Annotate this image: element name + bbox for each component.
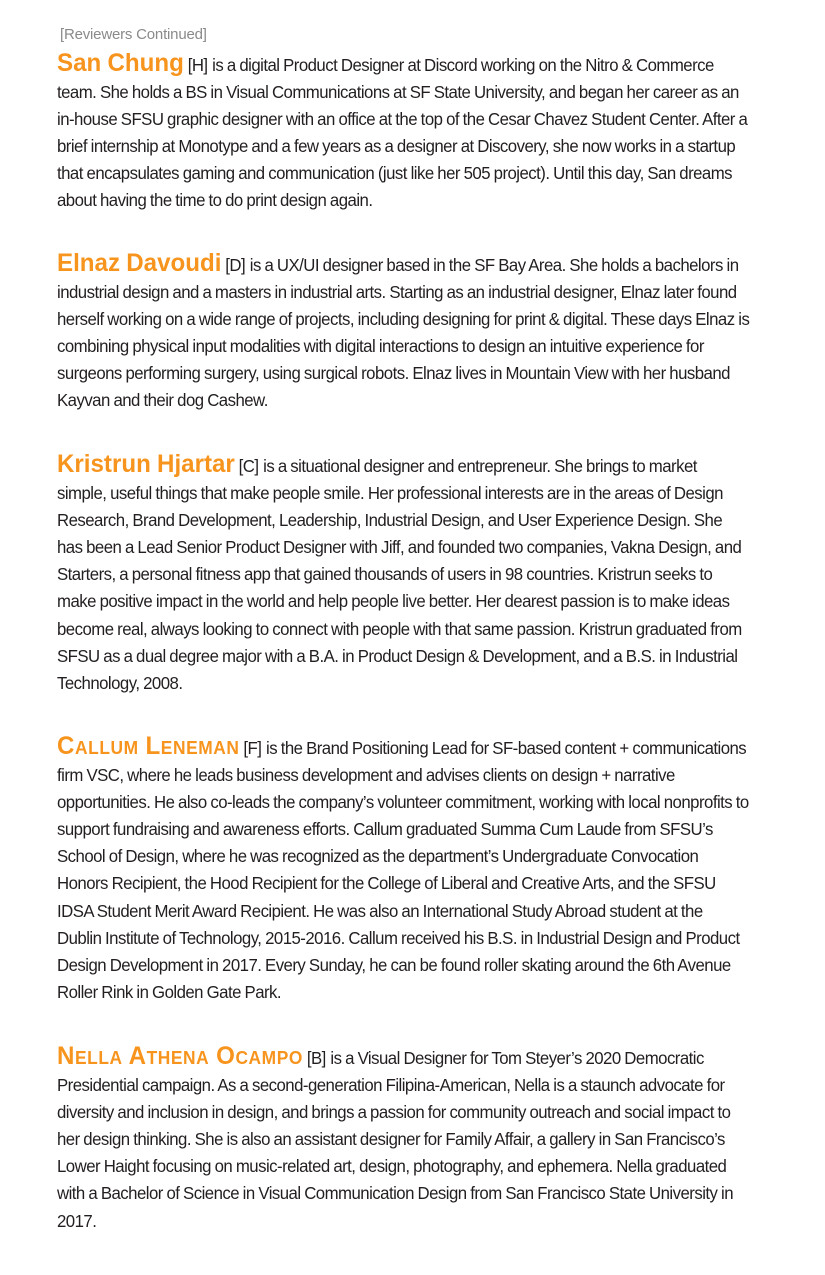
reviewer-name: Callum Leneman	[57, 732, 240, 760]
reviewer-bio	[57, 450, 750, 697]
reviewer-code: [B]	[306, 1048, 326, 1068]
reviewer-name: Elnaz Davoudi	[57, 249, 222, 277]
reviewer-description: is a UX/UI designer based in the SF Bay Area. She holds a bachelors in industrial design and a masters in industrial arts. Starting as an industrial designer, Elnaz later found herself working on a wide range of projects, including designing for print & digital. These days Elnaz is combining physical input modalities with digital interactions to design an intuitive experience for surgeons performing surgery, using surgical robots. Elnaz lives in Mountain View with her husband Kayvan and their dog Cashew.	[57, 255, 750, 411]
reviewer-code: [F]	[243, 738, 262, 758]
reviewer-description: is the Brand Positioning Lead for SF-based content + communications firm VSC, where he leads business development and advises clients on design + narrative opportunities. He also co-leads the company’s volunteer commitment, working with local nonprofits to support fundraising and awareness efforts. Callum graduated Summa Cum Laude from SFSU’s School of Design, where he was recognized as the department’s Undergraduate Convocation Honors Recipient, the Hood Recipient for the College of Liberal and Creative Arts, and the SFSU IDSA Student Merit Award Recipient. He was also an International Study Abroad student at the Dublin Institute of Technology, 2015-2016. Callum received his B.S. in Industrial Design and Product Design Development in 2017. Every Sunday, he can be found roller skating around the 6th Avenue Roller Rink in Golden Gate Park.	[57, 738, 749, 1002]
reviewer-code: [D]	[225, 255, 246, 275]
reviewer-code: [C]	[238, 456, 259, 476]
reviewer-code: [H]	[187, 55, 208, 75]
reviewer-description: is a Visual Designer for Tom Steyer’s 2020 Democratic Presidential campaign. As a second-generation Filipina-American, Nella is a staunch advocate for diversity and inclusion in design, and brings a passion for community outreach and social impact to her design thinking. She is also an assistant designer for Family Affair, a gallery in San Francisco’s Lower Haight focusing on music-related art, design, photography, and ephemera. Nella graduated with a Bachelor of Science in Visual Communication Design from San Francisco State University in 2017.	[57, 1048, 734, 1231]
reviewer-bio	[57, 249, 750, 415]
reviewer-bio	[57, 49, 750, 215]
reviewer-name: Nella Athena Ocampo	[57, 1042, 303, 1070]
reviewer-name: Kristrun Hjartar	[57, 450, 235, 478]
reviewer-bio	[57, 1042, 750, 1235]
reviewer-description: is a digital Product Designer at Discord working on the Nitro & Commerce team. She holds a BS in Visual Communications at SF State University, and began her career as an in-house SFSU graphic designer with an office at the top of the Cesar Chavez Student Center. After a brief internship at Monotype and a few years as a designer at Discovery, she now works in a startup that encapsulates gaming and communication (just like her 505 project). Until this day, San dreams about having the time to do print design again.	[57, 55, 748, 211]
running-head: [Reviewers Continued]	[60, 26, 207, 43]
reviewer-description: is a situational designer and entrepreneur. She brings to market simple, useful things that make people smile. Her professional interests are in the areas of Design Research, Brand Development, Leadership, Industrial Design, and User Experience Design. She has been a Lead Senior Product Designer with Jiff, and founded two companies, Vakna Design, and Starters, a personal fitness app that gained thousands of users in 98 countries. Kristrun seeks to make positive impact in the world and help people live better. Her dearest passion is to make ideas become real, always looking to connect with people with that same passion. Kristrun graduated from SFSU as a dual degree major with a B.A. in Product Design & Development, and a B.S. in Industrial Technology, 2008.	[57, 456, 742, 693]
reviewer-bio	[57, 732, 750, 1006]
reviewer-name: San Chung	[57, 49, 184, 77]
